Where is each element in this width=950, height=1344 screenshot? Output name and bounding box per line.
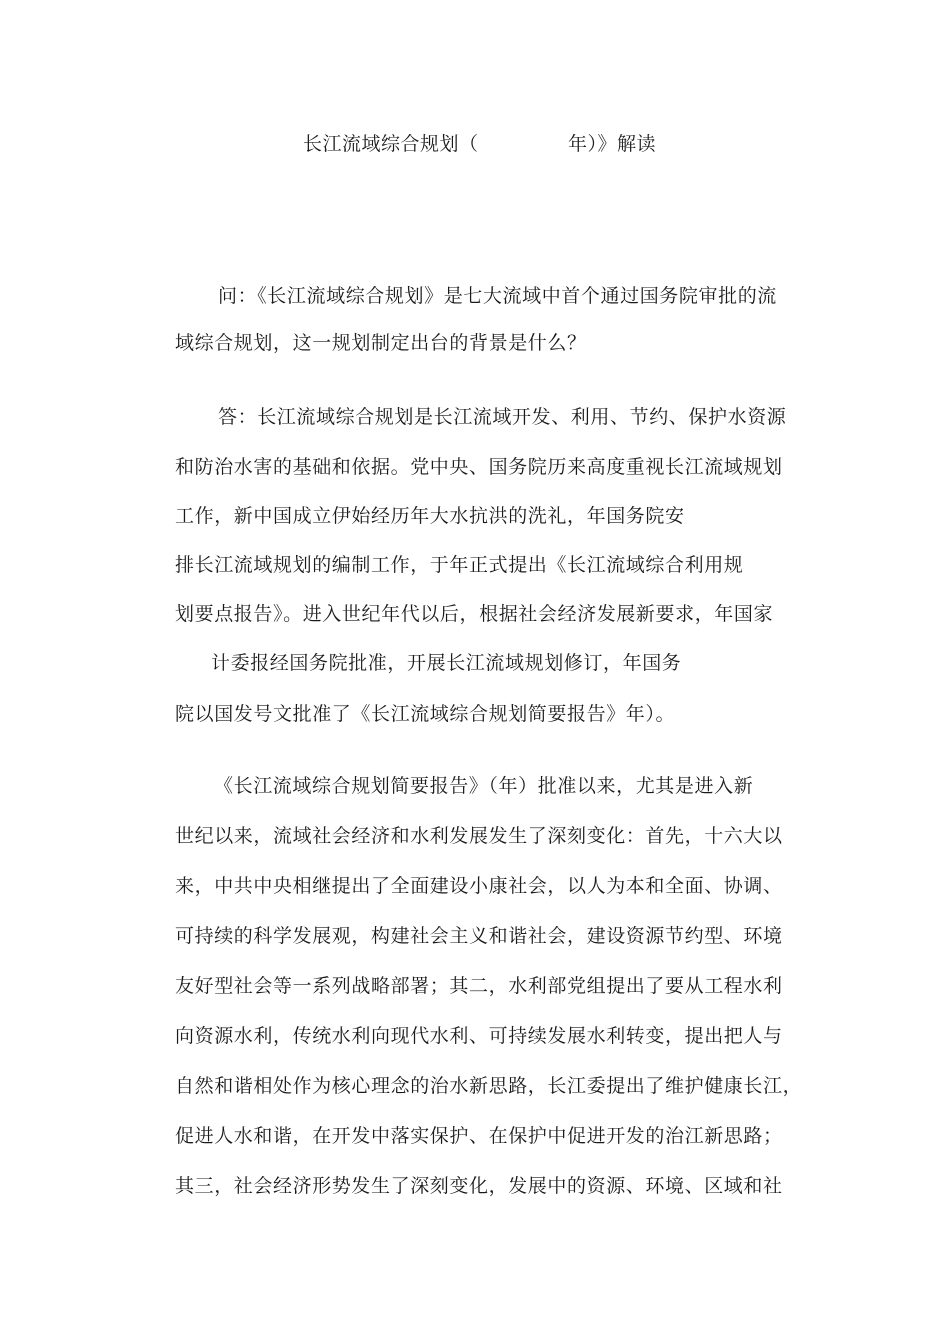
text-line: 世纪以来，流域社会经济和水利发展发生了深刻变化：首先，十六大以	[175, 825, 783, 847]
text-line: 友好型社会等一系列战略部署；其二，水利部党组提出了要从工程水利	[175, 975, 783, 997]
text-line: 答：长江流域综合规划是长江流域开发、利用、节约、保护水资源	[218, 406, 787, 428]
text-line: 问：《长江流域综合规划》是七大流域中首个通过国务院审批的流	[218, 285, 777, 307]
text-line: 工作，新中国成立伊始经历年大水抗洪的洗礼，年国务院安	[175, 505, 685, 527]
text-line: 和防治水害的基础和依据。党中央、国务院历来高度重视长江流域规划	[175, 456, 783, 478]
text-line: 计委报经国务院批准，开展长江流域规划修订，年国务	[211, 652, 682, 674]
text-line: 《长江流域综合规划简要报告》（年）批准以来，尤其是进入新	[214, 775, 754, 797]
text-line: 向资源水利，传统水利向现代水利、可持续发展水利转变，提出把人与	[175, 1025, 783, 1047]
text-line: 其三，社会经济形势发生了深刻变化，发展中的资源、环境、区域和社	[175, 1175, 783, 1197]
text-line: 自然和谐相处作为核心理念的治水新思路，长江委提出了维护健康长江，	[175, 1075, 803, 1097]
text-line: 域综合规划，这一规划制定出台的背景是什么？	[175, 332, 587, 354]
document-title-part2: 年）》解读	[568, 133, 657, 155]
document-title-part1: 长江流域综合规划（	[303, 133, 479, 155]
text-line: 促进人水和谐，在开发中落实保护、在保护中促进开发的治江新思路；	[175, 1125, 783, 1147]
text-line: 排长江流域规划的编制工作，于年正式提出《长江流域综合利用规	[175, 554, 744, 576]
text-line: 来，中共中央相继提出了全面建设小康社会，以人为本和全面、协调、	[175, 875, 783, 897]
text-line: 院以国发号文批准了《长江流域综合规划简要报告》年）。	[175, 703, 676, 725]
text-line: 可持续的科学发展观，构建社会主义和谐社会，建设资源节约型、环境	[175, 925, 783, 947]
text-line: 划要点报告》。进入世纪年代以后，根据社会经济发展新要求，年国家	[175, 603, 774, 625]
